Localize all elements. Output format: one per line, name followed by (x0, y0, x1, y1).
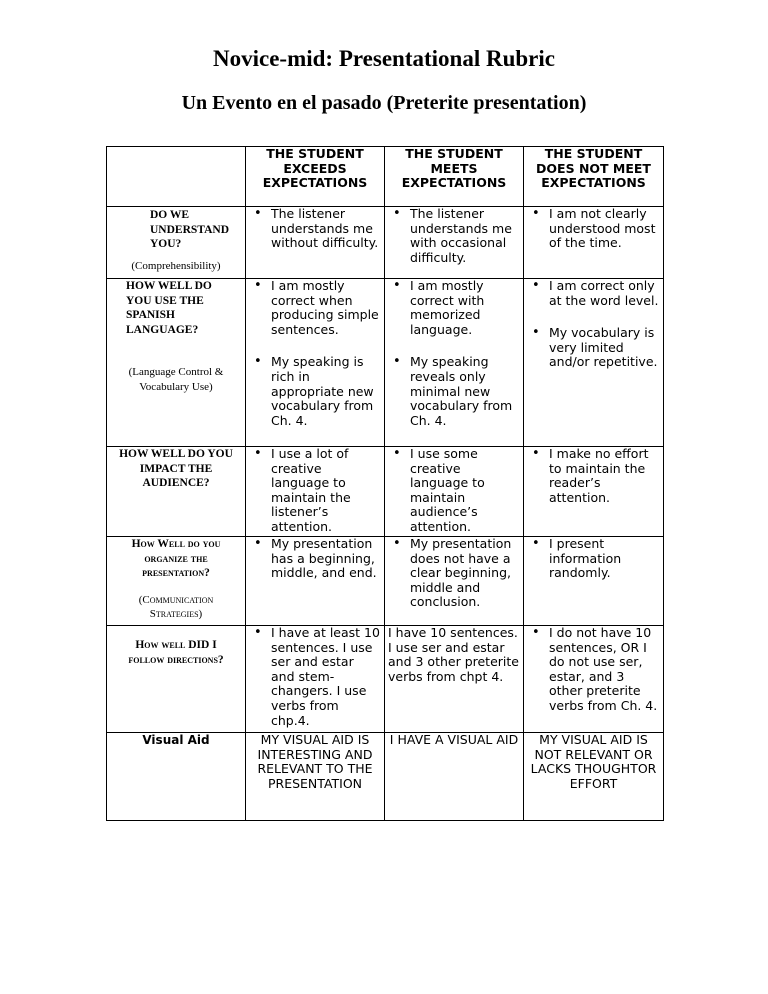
list-item: • I do not have 10 sentences, OR I do not use ser, estar, and 3 other preterite verbs from Ch. 4. (549, 626, 660, 714)
exceeds-cell (246, 537, 385, 626)
criterion-note: (Language Control & Vocabulary Use) (128, 366, 224, 393)
list-item: • My speaking is rich in appropriate new vocabulary from Ch. 4. (271, 355, 381, 428)
not-meet-cell (524, 733, 664, 821)
table-row (107, 447, 664, 537)
meets-text: I HAVE A VISUAL AID (389, 732, 519, 747)
document-subtitle: Un Evento en el pasado (Preterite presentation) (181, 92, 587, 114)
list-item: • My presentation does not have a clear beginning, middle and conclusion. (410, 537, 520, 610)
meets-text: I have 10 sentences. I use ser and estar and 3 other preterite verbs from chpt 4. (388, 625, 519, 684)
not-meet-text: MY VISUAL AID IS NOT RELEVANT OR LACKS THOUGHTOR EFFORT (530, 732, 657, 791)
table-row (107, 626, 664, 733)
rubric-table (106, 146, 664, 821)
list-item: • I present information randomly. (549, 537, 660, 581)
exceeds-cell (246, 733, 385, 821)
meets-cell (385, 626, 524, 733)
corner-cell (107, 147, 246, 207)
criterion-question: DO WE UNDERSTAND YOU? (150, 209, 230, 251)
list-item: • I am mostly correct with memorized language. (410, 279, 520, 337)
table-row (107, 733, 664, 821)
criterion-note: (Communication Strategies) (138, 593, 214, 621)
not-meet-cell (524, 537, 664, 626)
table-row (107, 537, 664, 626)
list-item: • I use a lot of creative language to maintain the listener’s attention. (271, 447, 381, 535)
not-meet-cell (524, 207, 664, 279)
list-item: • I make no effort to maintain the reader’s attention. (549, 447, 660, 505)
criterion-cell (107, 733, 246, 821)
meets-cell (385, 537, 524, 626)
list-item: • The listener understands me without difficulty. (271, 207, 381, 251)
list-item: • My vocabulary is very limited and/or repetitive. (549, 326, 660, 370)
meets-cell (385, 279, 524, 447)
criterion-question: Visual Aid (142, 733, 210, 747)
list-item: • My speaking reveals only minimal new vocabulary from Ch. 4. (410, 355, 520, 428)
meets-cell (385, 447, 524, 537)
meets-cell (385, 733, 524, 821)
exceeds-cell (246, 626, 385, 733)
exceeds-text: MY VISUAL AID IS INTERESTING AND RELEVANT TO THE PRESENTATION (257, 732, 373, 791)
not-meet-cell (524, 447, 664, 537)
meets-cell (385, 207, 524, 279)
criterion-question: HOW WELL DO YOU USE THE SPANISH LANGUAGE? (126, 280, 212, 336)
exceeds-cell (246, 207, 385, 279)
criterion-cell (107, 279, 246, 447)
criterion-cell (107, 537, 246, 626)
table-row (107, 279, 664, 447)
exceeds-cell (246, 447, 385, 537)
not-meet-cell (524, 279, 664, 447)
criterion-question: HOW WELL DO YOU IMPACT THE AUDIENCE? (119, 448, 233, 490)
header-not-meet: THE STUDENT DOES NOT MEET EXPECTATIONS (524, 147, 664, 207)
criterion-cell (107, 207, 246, 279)
list-item: • My presentation has a beginning, middle, and end. (271, 537, 381, 581)
criterion-question: How Well do you organize the presentation? (131, 538, 221, 579)
list-item: • The listener understands me with occasional difficulty. (410, 207, 520, 265)
criterion-cell (107, 626, 246, 733)
header-meets: THE STUDENT MEETS EXPECTATIONS (385, 147, 524, 207)
list-item: • I have at least 10 sentences. I use ser and estar and stem-changers. I use verbs from chp.4. (271, 626, 381, 728)
criterion-note: (Comprehensibility) (131, 259, 221, 272)
criterion-cell (107, 447, 246, 537)
document-title: Novice-mid: Presentational Rubric (213, 46, 555, 71)
list-item: • I am mostly correct when producing simple sentences. (271, 279, 381, 337)
header-exceeds: THE STUDENT EXCEEDS EXPECTATIONS (246, 147, 385, 207)
header-row (107, 147, 664, 207)
list-item: • I am not clearly understood most of the time. (549, 207, 660, 251)
table-row (107, 207, 664, 279)
list-item: • I use some creative language to maintain audience’s attention. (410, 447, 520, 535)
criterion-question: How well DID I follow directions? (128, 639, 224, 666)
list-item: • I am correct only at the word level. (549, 279, 660, 308)
exceeds-cell (246, 279, 385, 447)
not-meet-cell (524, 626, 664, 733)
